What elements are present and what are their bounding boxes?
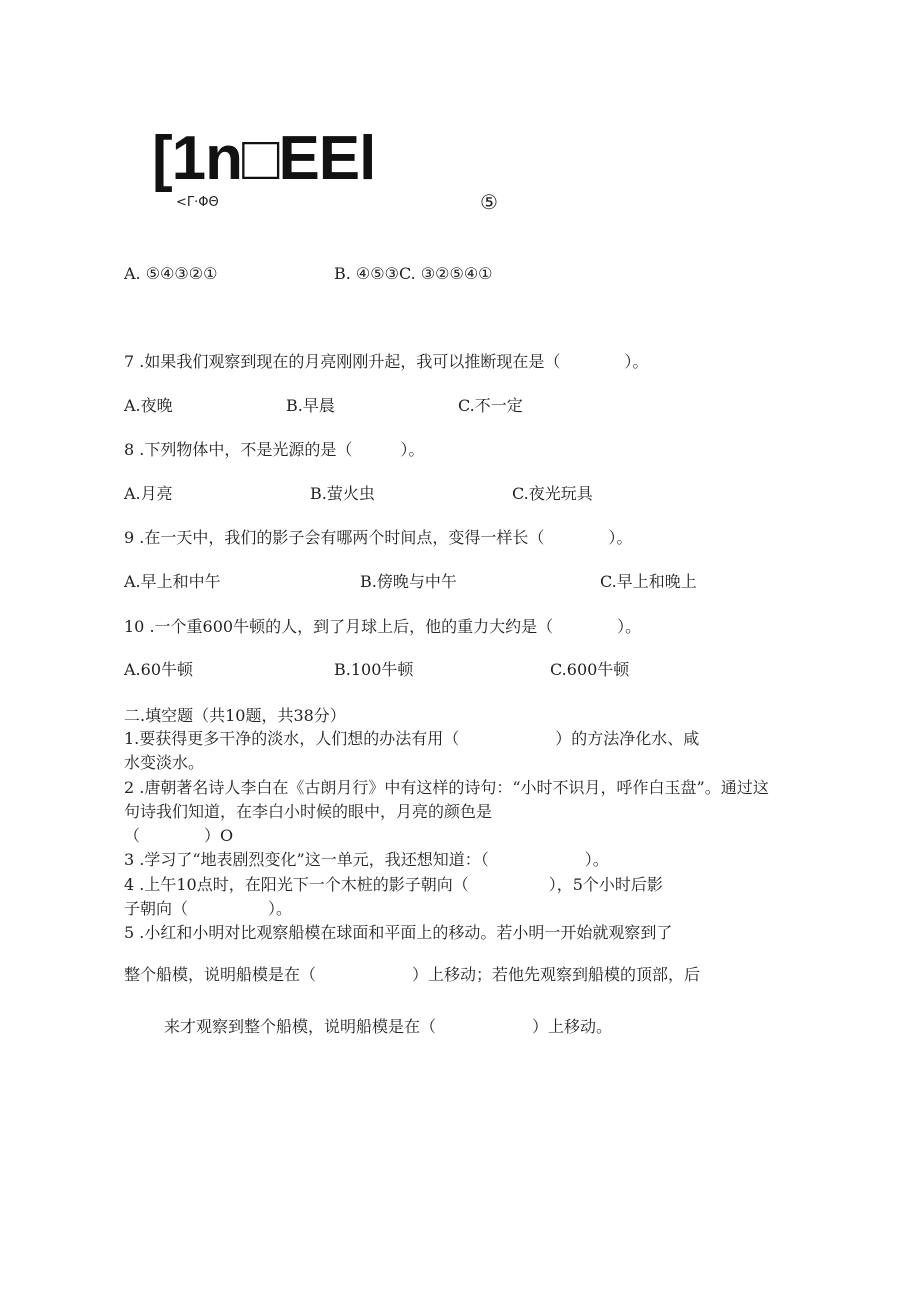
section-heading: 二.填空题（共10题，共38分） [124,706,346,725]
fill-5-line-2: 整个船模，说明船模是在（ ）上移动；若他先观察到船模的顶部，后 [124,965,701,984]
fill-2-line-1: 2 .唐朝著名诗人李白在《古朗月行》中有这样的诗句：“小时不识月，呼作白玉盘”。通过这 [124,778,769,797]
q10-option-c: C.600牛顿 [550,660,630,679]
q8-option-c: C.夜光玩具 [512,484,593,503]
question-text: .如果我们观察到现在的月亮刚刚升起，我可以推断现在是（ ）。 [139,352,649,371]
q6-option-a: A. ⑤④③②① [124,264,218,283]
q9-option-c: C.早上和晚上 [600,572,697,591]
fill-4-line-1: 4 .上午10点时，在阳光下一个木桩的影子朝向（ ），5个小时后影 [124,875,663,894]
fill-1-line-2: 水变淡水。 [124,753,205,772]
question-number: 10 [124,617,145,636]
q9-option-b: B.傍晚与中午 [360,572,457,591]
question-10 [124,619,641,635]
question-text: .下列物体中，不是光源的是（ ）。 [139,440,425,459]
fill-3: 3 .学习了“地表剧烈变化”这一单元，我还想知道：（ ）。 [124,850,609,869]
fill-1-line-1: 1.要获得更多干净的淡水，人们想的办法有用（ ）的方法净化水、咸 [124,729,700,748]
question-number: 9 [124,528,135,547]
q8-option-a: A.月亮 [124,484,173,503]
fill-5-line-3: 来才观察到整个船模，说明船模是在（ ）上移动。 [164,1017,613,1036]
question-7 [124,354,648,370]
fill-4-line-2: 子朝向（ ）。 [124,899,293,918]
question-text: .在一天中，我们的影子会有哪两个时间点，变得一样长（ ）。 [139,528,633,547]
q6-option-bc: B. ④⑤③C. ③②⑤④① [334,264,493,283]
q7-option-c: C.不一定 [458,396,523,415]
q8-option-b: B.萤火虫 [310,484,375,503]
fill-2-line-3: （ ）O [124,826,234,845]
q10-option-b: B.100牛顿 [334,660,414,679]
question-8 [124,442,424,458]
circled-number: ⑤ [480,190,498,214]
question-text: .一个重600牛顿的人，到了月球上后，他的重力大约是（ ）。 [149,617,642,636]
q10-option-a: A.60牛顿 [124,660,194,679]
fill-5-line-1: 5 .小红和小明对比观察船模在球面和平面上的移动。若小明一开始就观察到了 [124,923,673,942]
question-number: 8 [124,440,135,459]
q9-option-a: A.早上和中午 [124,572,221,591]
q7-option-b: B.早晨 [286,396,335,415]
garbled-small-text: <Γ·ΦΘ [176,195,219,210]
q7-option-a: A.夜晚 [124,396,173,415]
question-number: 7 [124,352,135,371]
question-9 [124,530,632,546]
fill-2-line-2: 句诗我们知道，在李白小时候的眼中，月亮的颜色是 [124,802,493,821]
garbled-heading: [1n□EEl [152,124,376,193]
